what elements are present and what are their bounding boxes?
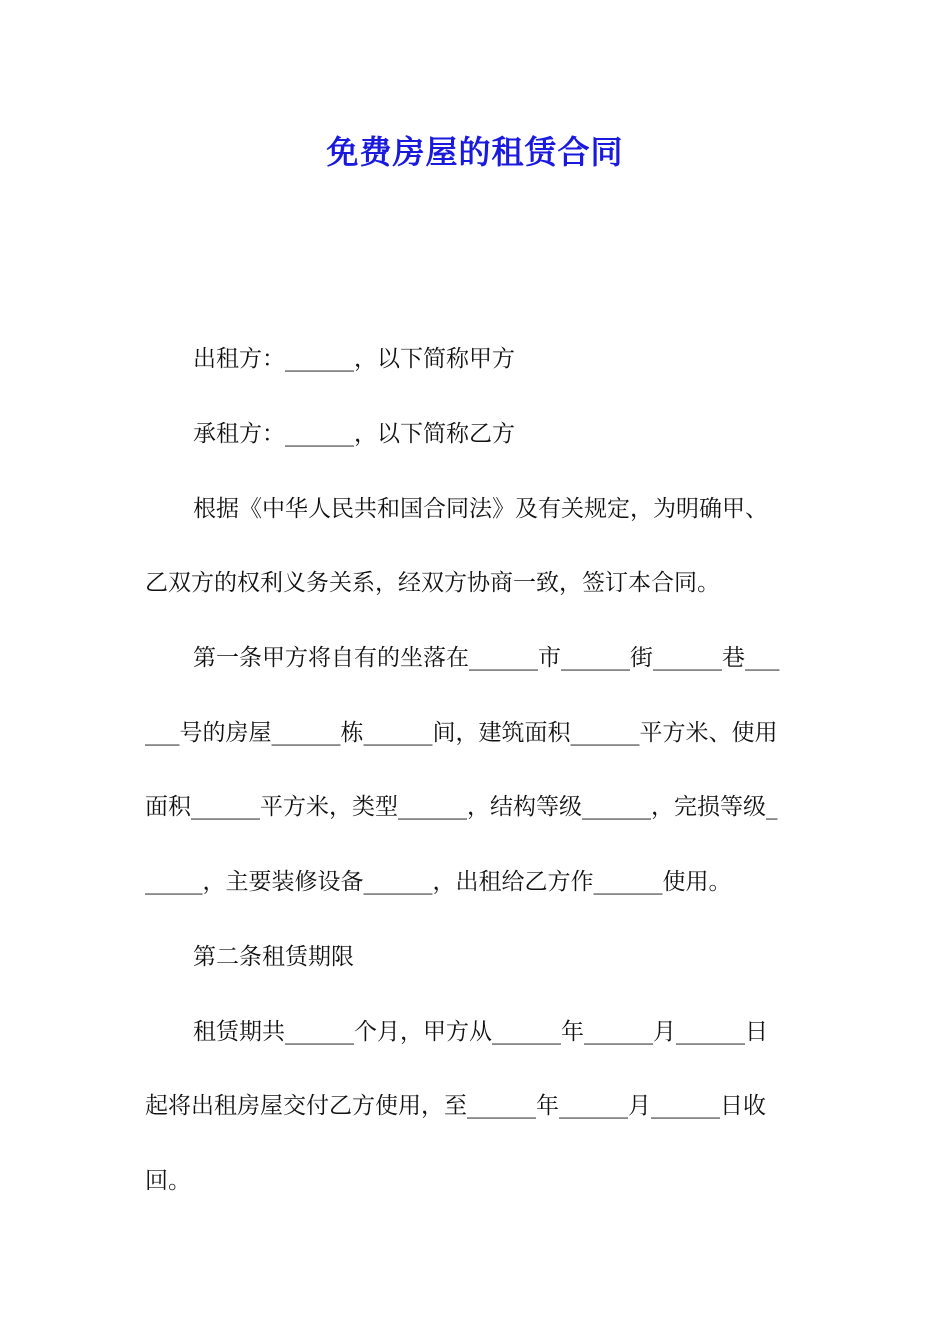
article-1-line-2: ___号的房屋______栋______间，建筑面积______平方米、使用: [145, 720, 778, 746]
preamble-line-1: 根据《中华人民共和国合同法》及有关规定，为明确甲、: [193, 496, 768, 522]
article-2-heading: 第二条租赁期限: [193, 944, 354, 970]
preamble-line-2: 乙双方的权利义务关系，经双方协商一致，签订本合同。: [145, 570, 720, 596]
document-title: 免费房屋的租赁合同: [326, 133, 624, 171]
article-1-line-1: 第一条甲方将自有的坐落在______市______街______巷___: [193, 645, 780, 671]
article-1-line-4: _____，主要装修设备______，出租给乙方作______使用。: [145, 869, 732, 895]
clause-lessor: 出租方：______，以下简称甲方: [193, 346, 515, 372]
article-1-line-3: 面积______平方米，类型______，结构等级______，完损等级_: [145, 794, 778, 820]
article-2-line-3: 回。: [145, 1168, 191, 1194]
article-2-line-2: 起将出租房屋交付乙方使用，至______年______月______日收: [145, 1093, 766, 1119]
clause-lessee: 承租方：______，以下简称乙方: [193, 421, 515, 447]
article-2-line-1: 租赁期共______个月，甲方从______年______月______日: [193, 1019, 768, 1045]
